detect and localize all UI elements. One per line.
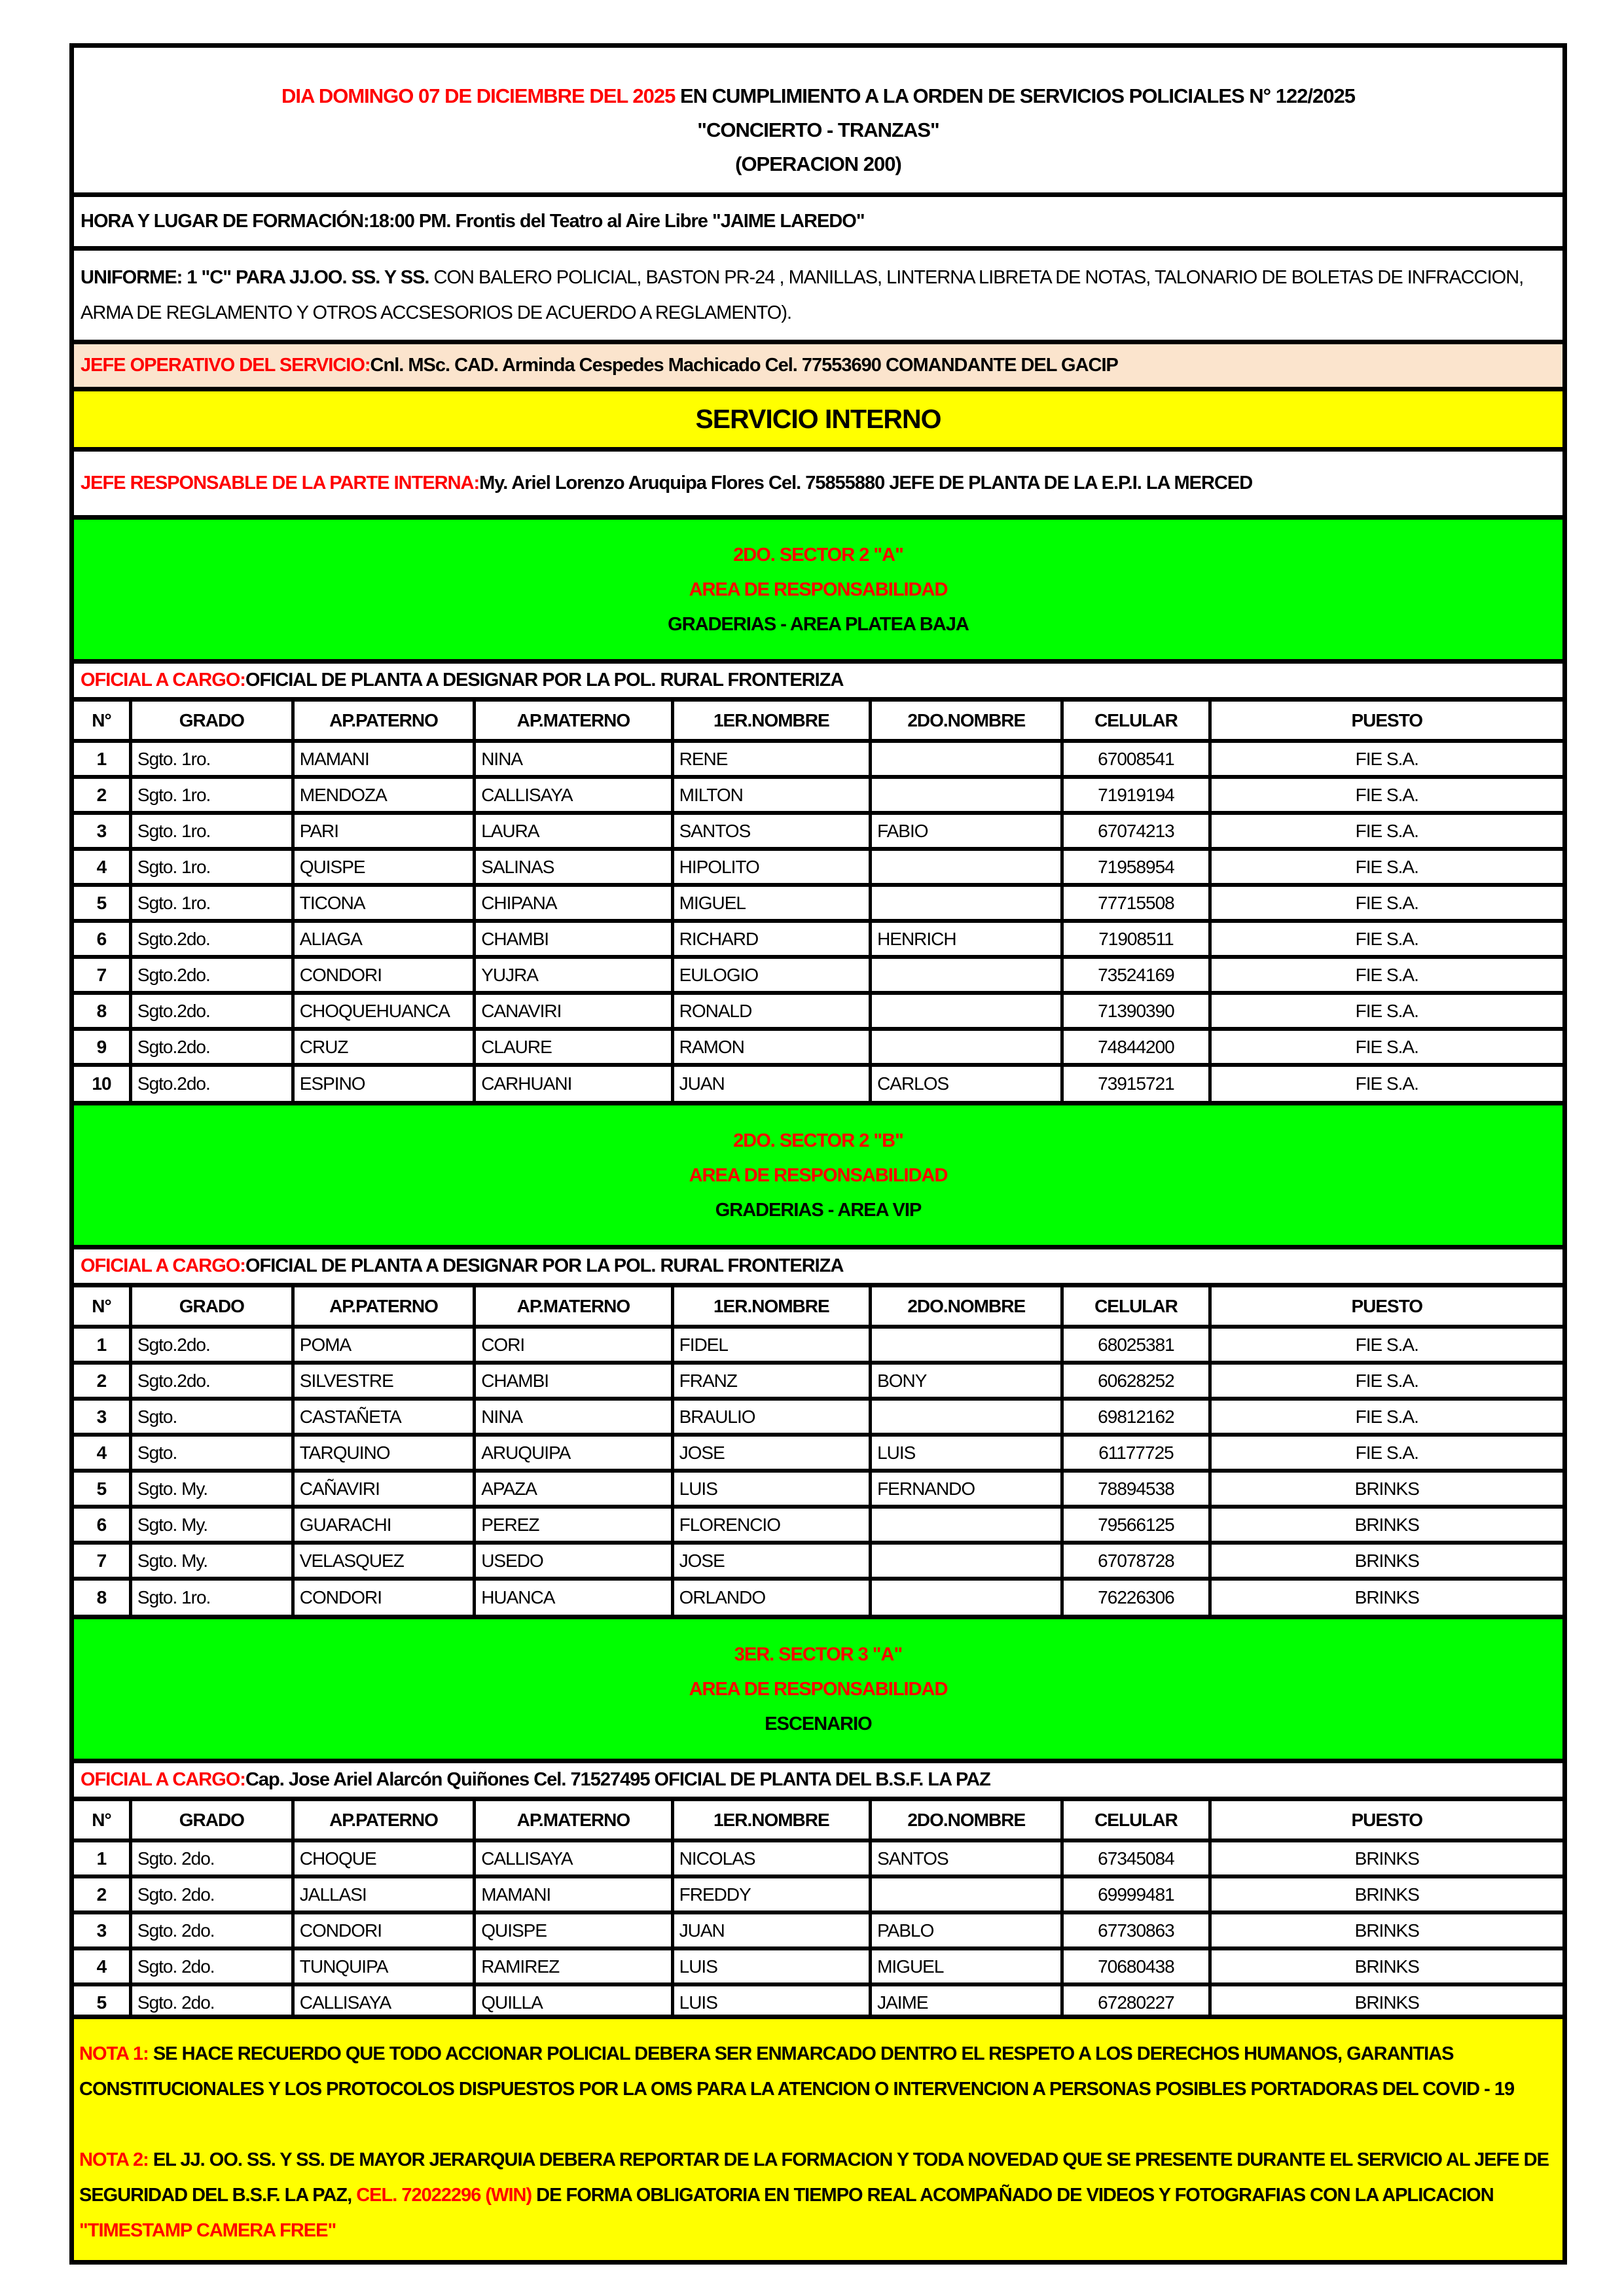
table-row xyxy=(74,1912,1562,1948)
jefe-operativo-row xyxy=(74,344,1562,391)
cell-ap_paterno: CALLISAYA xyxy=(293,1984,474,2020)
table-row xyxy=(74,1065,1562,1101)
cell-ap_paterno: CONDORI xyxy=(293,1912,474,1948)
cell-nombre1: RENE xyxy=(672,741,870,777)
sector-a-area: GRADERIAS - AREA PLATEA BAJA xyxy=(668,614,969,635)
cell-puesto: BRINKS xyxy=(1210,1471,1562,1507)
sector-c-area: ESCENARIO xyxy=(765,1713,872,1734)
jefe-operativo-text: Cnl. MSc. CAD. Arminda Cespedes Machicado Cel. 77553690 COMANDANTE DEL GACIP xyxy=(370,355,1118,376)
cell-nombre1: FRANZ xyxy=(672,1363,870,1399)
col-header-numero: N° xyxy=(74,1287,130,1327)
cell-nombre1: JUAN xyxy=(672,1912,870,1948)
formation-text: 18:00 PM. Frontis del Teatro al Aire Libre "JAIME LAREDO" xyxy=(369,211,865,232)
cell-ap_materno: QUILLA xyxy=(475,1984,672,2020)
cell-nombre2: FERNANDO xyxy=(871,1471,1062,1507)
cell-ap_materno: CHIPANA xyxy=(475,885,672,921)
sector-b-header xyxy=(74,1105,1562,1249)
col-header-ap-paterno: AP.PATERNO xyxy=(293,1287,474,1327)
cell-ap_materno: CALLISAYA xyxy=(475,777,672,813)
title-line-2: "CONCIERTO - TRANZAS" xyxy=(697,118,939,141)
cell-nombre1: LUIS xyxy=(672,1984,870,2020)
col-header-grado: GRADO xyxy=(130,702,293,741)
cell-grado: Sgto.2do. xyxy=(130,921,293,957)
cell-n: 5 xyxy=(74,1471,130,1507)
cell-n: 1 xyxy=(74,741,130,777)
cell-ap_paterno: CONDORI xyxy=(293,1579,474,1615)
cell-grado: Sgto. My. xyxy=(130,1543,293,1579)
nota-2 xyxy=(79,2142,1553,2248)
col-header-puesto: PUESTO xyxy=(1210,1287,1562,1327)
cell-ap_paterno: CHOQUE xyxy=(293,1840,474,1876)
cell-ap_materno: HUANCA xyxy=(475,1579,672,1615)
cell-nombre2 xyxy=(871,957,1062,993)
cell-ap_paterno: QUISPE xyxy=(293,849,474,885)
jefe-responsable-text: My. Ariel Lorenzo Aruquipa Flores Cel. 75855880 JEFE DE PLANTA DE LA E.P.I. LA MERCED xyxy=(479,473,1253,493)
cell-celular: 61177725 xyxy=(1062,1435,1210,1471)
sector-b-subtitle: AREA DE RESPONSABILIDAD xyxy=(689,1165,948,1186)
cell-ap_paterno: TICONA xyxy=(293,885,474,921)
oficial-a-cargo-text: OFICIAL DE PLANTA A DESIGNAR POR LA POL. RURAL FRONTERIZA xyxy=(245,670,844,691)
cell-nombre1: MILTON xyxy=(672,777,870,813)
cell-ap_materno: YUJRA xyxy=(475,957,672,993)
cell-puesto: FIE S.A. xyxy=(1210,1029,1562,1065)
sector-a-header xyxy=(74,520,1562,664)
oficial-a-cargo-label: OFICIAL A CARGO: xyxy=(81,1255,245,1276)
sector-c-oficial-row xyxy=(74,1763,1562,1801)
cell-puesto: FIE S.A. xyxy=(1210,1065,1562,1101)
cell-nombre2 xyxy=(871,1507,1062,1543)
cell-grado: Sgto. 1ro. xyxy=(130,741,293,777)
cell-ap_paterno: MENDOZA xyxy=(293,777,474,813)
sector-a-title: 2DO. SECTOR 2 "A" xyxy=(733,545,903,565)
cell-ap_paterno: JALLASI xyxy=(293,1876,474,1912)
cell-n: 9 xyxy=(74,1029,130,1065)
cell-nombre1: FREDDY xyxy=(672,1876,870,1912)
oficial-a-cargo-text: Cap. Jose Ariel Alarcón Quiñones Cel. 71527495 OFICIAL DE PLANTA DEL B.S.F. LA PAZ xyxy=(245,1769,990,1790)
cell-grado: Sgto. 1ro. xyxy=(130,777,293,813)
cell-ap_paterno: PARI xyxy=(293,813,474,849)
cell-n: 8 xyxy=(74,1579,130,1615)
cell-nombre2 xyxy=(871,1029,1062,1065)
cell-ap_paterno: SILVESTRE xyxy=(293,1363,474,1399)
cell-celular: 70680438 xyxy=(1062,1948,1210,1984)
cell-puesto: BRINKS xyxy=(1210,1507,1562,1543)
service-order-document xyxy=(69,43,1567,2061)
cell-celular: 73915721 xyxy=(1062,1065,1210,1101)
jefe-operativo-label: JEFE OPERATIVO DEL SERVICIO: xyxy=(81,355,370,376)
cell-grado: Sgto.2do. xyxy=(130,1327,293,1363)
cell-puesto: BRINKS xyxy=(1210,1984,1562,2020)
sector-b-title: 2DO. SECTOR 2 "B" xyxy=(733,1130,903,1151)
cell-celular: 77715508 xyxy=(1062,885,1210,921)
cell-grado: Sgto. 2do. xyxy=(130,1840,293,1876)
cell-n: 1 xyxy=(74,1327,130,1363)
col-header-1er-nombre: 1ER.NOMBRE xyxy=(672,1287,870,1327)
col-header-ap-paterno: AP.PATERNO xyxy=(293,702,474,741)
cell-n: 5 xyxy=(74,1984,130,2020)
table-row xyxy=(74,1876,1562,1912)
cell-n: 4 xyxy=(74,1435,130,1471)
cell-ap_materno: CORI xyxy=(475,1327,672,1363)
cell-celular: 71908511 xyxy=(1062,921,1210,957)
nota-2-text-2: DE FORMA OBLIGATORIA EN TIEMPO REAL ACOMPAÑADO DE VIDEOS Y FOTOGRAFIAS CON LA APLICACION xyxy=(532,2185,1494,2206)
cell-puesto: BRINKS xyxy=(1210,1912,1562,1948)
sector-a-table-wrap xyxy=(74,702,1562,1105)
sector-a-oficial-row xyxy=(74,664,1562,702)
cell-ap_paterno: TARQUINO xyxy=(293,1435,474,1471)
cell-nombre1: ORLANDO xyxy=(672,1579,870,1615)
cell-nombre1: RAMON xyxy=(672,1029,870,1065)
col-header-celular: CELULAR xyxy=(1062,702,1210,741)
cell-puesto: FIE S.A. xyxy=(1210,1363,1562,1399)
cell-celular: 71390390 xyxy=(1062,993,1210,1029)
cell-nombre2 xyxy=(871,885,1062,921)
table-row xyxy=(74,741,1562,777)
cell-nombre1: LUIS xyxy=(672,1948,870,1984)
cell-celular: 74844200 xyxy=(1062,1029,1210,1065)
cell-nombre1: FLORENCIO xyxy=(672,1507,870,1543)
cell-n: 8 xyxy=(74,993,130,1029)
cell-celular: 67280227 xyxy=(1062,1984,1210,2020)
table-row xyxy=(74,1543,1562,1579)
cell-grado: Sgto. xyxy=(130,1435,293,1471)
sector-c-header xyxy=(74,1619,1562,1763)
cell-nombre2 xyxy=(871,993,1062,1029)
col-header-grado: GRADO xyxy=(130,1801,293,1840)
cell-ap_materno: CHAMBI xyxy=(475,1363,672,1399)
cell-ap_materno: QUISPE xyxy=(475,1912,672,1948)
cell-celular: 69812162 xyxy=(1062,1399,1210,1435)
notes-box xyxy=(69,2015,1567,2265)
cell-celular: 79566125 xyxy=(1062,1507,1210,1543)
col-header-celular: CELULAR xyxy=(1062,1801,1210,1840)
cell-nombre2 xyxy=(871,1327,1062,1363)
cell-puesto: FIE S.A. xyxy=(1210,993,1562,1029)
cell-celular: 69999481 xyxy=(1062,1876,1210,1912)
cell-ap_paterno: CRUZ xyxy=(293,1029,474,1065)
cell-ap_materno: APAZA xyxy=(475,1471,672,1507)
cell-nombre2: FABIO xyxy=(871,813,1062,849)
cell-nombre1: NICOLAS xyxy=(672,1840,870,1876)
cell-nombre2: LUIS xyxy=(871,1435,1062,1471)
col-header-ap-materno: AP.MATERNO xyxy=(475,1287,672,1327)
nota-2-text-1: EL JJ. OO. SS. Y SS. DE MAYOR JERARQUIA DEBERA REPORTAR DE LA FORMACION Y TODA NOVEDAD QUE SE PRESENTE DURANTE EL SERVICIO AL JEFE DE SEGURIDAD DEL B.S.F. LA PAZ, xyxy=(79,2149,1549,2206)
cell-ap_materno: USEDO xyxy=(475,1543,672,1579)
col-header-grado: GRADO xyxy=(130,1287,293,1327)
sector-b-oficial-row xyxy=(74,1249,1562,1287)
cell-n: 7 xyxy=(74,957,130,993)
sector-a-table xyxy=(74,702,1562,1101)
cell-n: 2 xyxy=(74,777,130,813)
cell-celular: 68025381 xyxy=(1062,1327,1210,1363)
cell-grado: Sgto. 1ro. xyxy=(130,813,293,849)
table-header-row xyxy=(74,1287,1562,1327)
cell-ap_materno: PEREZ xyxy=(475,1507,672,1543)
cell-n: 3 xyxy=(74,813,130,849)
cell-n: 4 xyxy=(74,849,130,885)
cell-puesto: BRINKS xyxy=(1210,1876,1562,1912)
table-row xyxy=(74,1435,1562,1471)
cell-ap_materno: CARHUANI xyxy=(475,1065,672,1101)
cell-ap_materno: SALINAS xyxy=(475,849,672,885)
col-header-ap-paterno: AP.PATERNO xyxy=(293,1801,474,1840)
cell-nombre1: JUAN xyxy=(672,1065,870,1101)
table-row xyxy=(74,1029,1562,1065)
cell-grado: Sgto. 2do. xyxy=(130,1912,293,1948)
cell-nombre1: SANTOS xyxy=(672,813,870,849)
jefe-responsable-label: JEFE RESPONSABLE DE LA PARTE INTERNA: xyxy=(81,473,480,493)
cell-ap_materno: ARUQUIPA xyxy=(475,1435,672,1471)
cell-nombre1: FIDEL xyxy=(672,1327,870,1363)
cell-ap_materno: NINA xyxy=(475,741,672,777)
sector-b-area: GRADERIAS - AREA VIP xyxy=(715,1200,922,1221)
table-row xyxy=(74,1471,1562,1507)
table-row xyxy=(74,1327,1562,1363)
servicio-interno-banner xyxy=(74,391,1562,452)
cell-nombre2: MIGUEL xyxy=(871,1948,1062,1984)
col-header-1er-nombre: 1ER.NOMBRE xyxy=(672,1801,870,1840)
cell-n: 1 xyxy=(74,1840,130,1876)
cell-puesto: FIE S.A. xyxy=(1210,1399,1562,1435)
cell-nombre1: JOSE xyxy=(672,1435,870,1471)
cell-puesto: FIE S.A. xyxy=(1210,813,1562,849)
cell-celular: 71958954 xyxy=(1062,849,1210,885)
sector-c-title: 3ER. SECTOR 3 "A" xyxy=(734,1644,903,1665)
cell-ap_paterno: ALIAGA xyxy=(293,921,474,957)
cell-ap_paterno: MAMANI xyxy=(293,741,474,777)
col-header-puesto: PUESTO xyxy=(1210,1801,1562,1840)
cell-celular: 67074213 xyxy=(1062,813,1210,849)
formation-label: HORA Y LUGAR DE FORMACIÓN: xyxy=(81,211,369,232)
cell-celular: 73524169 xyxy=(1062,957,1210,993)
cell-celular: 67345084 xyxy=(1062,1840,1210,1876)
cell-puesto: BRINKS xyxy=(1210,1579,1562,1615)
nota-1 xyxy=(79,2036,1553,2107)
table-row xyxy=(74,921,1562,957)
nota-1-label: NOTA 1: xyxy=(79,2043,149,2064)
cell-nombre1: RICHARD xyxy=(672,921,870,957)
cell-celular: 76226306 xyxy=(1062,1579,1210,1615)
title-line-1 xyxy=(74,79,1562,113)
title-line-3: (OPERACION 200) xyxy=(735,152,901,175)
cell-grado: Sgto. My. xyxy=(130,1471,293,1507)
table-row xyxy=(74,1363,1562,1399)
cell-nombre2 xyxy=(871,741,1062,777)
table-row xyxy=(74,885,1562,921)
col-header-ap-materno: AP.MATERNO xyxy=(475,1801,672,1840)
col-header-puesto: PUESTO xyxy=(1210,702,1562,741)
jefe-responsable-row xyxy=(74,452,1562,520)
cell-grado: Sgto. xyxy=(130,1399,293,1435)
servicio-interno-text: SERVICIO INTERNO xyxy=(695,404,941,434)
cell-ap_paterno: CONDORI xyxy=(293,957,474,993)
cell-nombre1: JOSE xyxy=(672,1543,870,1579)
cell-puesto: FIE S.A. xyxy=(1210,849,1562,885)
cell-nombre2: SANTOS xyxy=(871,1840,1062,1876)
cell-celular: 60628252 xyxy=(1062,1363,1210,1399)
cell-ap_materno: CALLISAYA xyxy=(475,1840,672,1876)
oficial-a-cargo-label: OFICIAL A CARGO: xyxy=(81,1769,245,1790)
cell-ap_materno: LAURA xyxy=(475,813,672,849)
cell-celular: 67730863 xyxy=(1062,1912,1210,1948)
cell-ap_paterno: GUARACHI xyxy=(293,1507,474,1543)
cell-nombre2: CARLOS xyxy=(871,1065,1062,1101)
cell-ap_paterno: CHOQUEHUANCA xyxy=(293,993,474,1029)
cell-grado: Sgto. 1ro. xyxy=(130,885,293,921)
cell-nombre1: LUIS xyxy=(672,1471,870,1507)
title-order-ref: EN CUMPLIMIENTO A LA ORDEN DE SERVICIOS POLICIALES N° 122/2025 xyxy=(675,84,1355,107)
cell-grado: Sgto. 2do. xyxy=(130,1876,293,1912)
cell-nombre2 xyxy=(871,777,1062,813)
title-date: DIA DOMINGO 07 DE DICIEMBRE DEL 2025 xyxy=(281,84,676,107)
oficial-a-cargo-label: OFICIAL A CARGO: xyxy=(81,670,245,691)
sector-b-table xyxy=(74,1287,1562,1615)
nota-1-text: SE HACE RECUERDO QUE TODO ACCIONAR POLICIAL DEBERA SER ENMARCADO DENTRO EL RESPETO A LOS DERECHOS HUMANOS, GARANTIAS CONSTITUCIONALES Y LOS PROTOCOLOS DISPUESTOS POR LA OMS PARA LA ATENCION O INTERVENCION A PERSONAS POSIBLES PORTADORAS DEL COVID - 19 xyxy=(79,2043,1515,2100)
uniform-text: CON BALERO POLICIAL, BASTON PR-24 , MANILLAS, LINTERNA LIBRETA DE NOTAS, TALONARIO DE BOLETAS DE INFRACCION, ARMA DE REGLAMENTO Y OTROS ACCSESORIOS DE ACUERDO A REGLAMENTO). xyxy=(81,267,1524,323)
cell-grado: Sgto.2do. xyxy=(130,1029,293,1065)
table-row xyxy=(74,957,1562,993)
table-header-row xyxy=(74,1801,1562,1840)
table-row xyxy=(74,1840,1562,1876)
table-row xyxy=(74,1507,1562,1543)
cell-celular: 67008541 xyxy=(1062,741,1210,777)
cell-celular: 67078728 xyxy=(1062,1543,1210,1579)
cell-grado: Sgto.2do. xyxy=(130,957,293,993)
cell-grado: Sgto.2do. xyxy=(130,1065,293,1101)
cell-nombre1: BRAULIO xyxy=(672,1399,870,1435)
cell-n: 4 xyxy=(74,1948,130,1984)
oficial-a-cargo-text: OFICIAL DE PLANTA A DESIGNAR POR LA POL. RURAL FRONTERIZA xyxy=(245,1255,844,1276)
cell-celular: 71919194 xyxy=(1062,777,1210,813)
cell-ap_paterno: TUNQUIPA xyxy=(293,1948,474,1984)
cell-n: 3 xyxy=(74,1399,130,1435)
cell-grado: Sgto. 2do. xyxy=(130,1948,293,1984)
title-block xyxy=(74,48,1562,197)
cell-n: 2 xyxy=(74,1876,130,1912)
table-row xyxy=(74,1579,1562,1615)
cell-grado: Sgto. 1ro. xyxy=(130,849,293,885)
cell-puesto: FIE S.A. xyxy=(1210,777,1562,813)
col-header-2do-nombre: 2DO.NOMBRE xyxy=(871,1287,1062,1327)
table-row xyxy=(74,993,1562,1029)
cell-grado: Sgto.2do. xyxy=(130,993,293,1029)
cell-nombre2 xyxy=(871,1543,1062,1579)
nota-2-app-name: "TIMESTAMP CAMERA FREE" xyxy=(79,2220,336,2241)
cell-n: 2 xyxy=(74,1363,130,1399)
cell-puesto: FIE S.A. xyxy=(1210,1327,1562,1363)
cell-nombre2: PABLO xyxy=(871,1912,1062,1948)
cell-ap_materno: MAMANI xyxy=(475,1876,672,1912)
cell-puesto: FIE S.A. xyxy=(1210,741,1562,777)
sector-b-table-wrap xyxy=(74,1287,1562,1619)
col-header-2do-nombre: 2DO.NOMBRE xyxy=(871,1801,1062,1840)
col-header-2do-nombre: 2DO.NOMBRE xyxy=(871,702,1062,741)
cell-ap_materno: CLAURE xyxy=(475,1029,672,1065)
uniform-label: UNIFORME: 1 "C" PARA JJ.OO. SS. Y SS. xyxy=(81,267,429,288)
cell-nombre2 xyxy=(871,1399,1062,1435)
table-row xyxy=(74,1948,1562,1984)
uniform-row xyxy=(74,251,1562,344)
cell-n: 3 xyxy=(74,1912,130,1948)
cell-nombre2: BONY xyxy=(871,1363,1062,1399)
cell-puesto: FIE S.A. xyxy=(1210,921,1562,957)
cell-ap_materno: CHAMBI xyxy=(475,921,672,957)
cell-puesto: FIE S.A. xyxy=(1210,957,1562,993)
table-row xyxy=(74,849,1562,885)
cell-nombre1: HIPOLITO xyxy=(672,849,870,885)
cell-nombre2 xyxy=(871,1579,1062,1615)
table-row xyxy=(74,1399,1562,1435)
col-header-1er-nombre: 1ER.NOMBRE xyxy=(672,702,870,741)
cell-puesto: BRINKS xyxy=(1210,1840,1562,1876)
col-header-ap-materno: AP.MATERNO xyxy=(475,702,672,741)
cell-celular: 78894538 xyxy=(1062,1471,1210,1507)
nota-2-label: NOTA 2: xyxy=(79,2149,149,2170)
cell-ap_paterno: CAÑAVIRI xyxy=(293,1471,474,1507)
table-row xyxy=(74,813,1562,849)
cell-nombre2 xyxy=(871,1876,1062,1912)
cell-ap_paterno: CASTAÑETA xyxy=(293,1399,474,1435)
cell-ap_materno: CANAVIRI xyxy=(475,993,672,1029)
cell-ap_paterno: POMA xyxy=(293,1327,474,1363)
cell-ap_materno: RAMIREZ xyxy=(475,1948,672,1984)
cell-ap_paterno: ESPINO xyxy=(293,1065,474,1101)
nota-2-phone: CEL. 72022296 (WIN) xyxy=(356,2185,532,2206)
cell-ap_materno: NINA xyxy=(475,1399,672,1435)
cell-grado: Sgto. 1ro. xyxy=(130,1579,293,1615)
cell-puesto: BRINKS xyxy=(1210,1948,1562,1984)
cell-n: 6 xyxy=(74,1507,130,1543)
cell-puesto: FIE S.A. xyxy=(1210,1435,1562,1471)
cell-nombre1: MIGUEL xyxy=(672,885,870,921)
cell-ap_paterno: VELASQUEZ xyxy=(293,1543,474,1579)
cell-nombre1: RONALD xyxy=(672,993,870,1029)
cell-n: 6 xyxy=(74,921,130,957)
cell-grado: Sgto.2do. xyxy=(130,1363,293,1399)
cell-nombre2: HENRICH xyxy=(871,921,1062,957)
col-header-numero: N° xyxy=(74,1801,130,1840)
cell-n: 7 xyxy=(74,1543,130,1579)
sector-c-subtitle: AREA DE RESPONSABILIDAD xyxy=(689,1679,948,1700)
cell-puesto: BRINKS xyxy=(1210,1543,1562,1579)
cell-nombre1: EULOGIO xyxy=(672,957,870,993)
table-header-row xyxy=(74,702,1562,741)
col-header-numero: N° xyxy=(74,702,130,741)
cell-puesto: FIE S.A. xyxy=(1210,885,1562,921)
cell-grado: Sgto. 2do. xyxy=(130,1984,293,2020)
formation-row xyxy=(74,197,1562,251)
cell-grado: Sgto. My. xyxy=(130,1507,293,1543)
cell-nombre2: JAIME xyxy=(871,1984,1062,2020)
cell-n: 5 xyxy=(74,885,130,921)
cell-nombre2 xyxy=(871,849,1062,885)
table-row xyxy=(74,777,1562,813)
col-header-celular: CELULAR xyxy=(1062,1287,1210,1327)
sector-a-subtitle: AREA DE RESPONSABILIDAD xyxy=(689,579,948,600)
cell-n: 10 xyxy=(74,1065,130,1101)
